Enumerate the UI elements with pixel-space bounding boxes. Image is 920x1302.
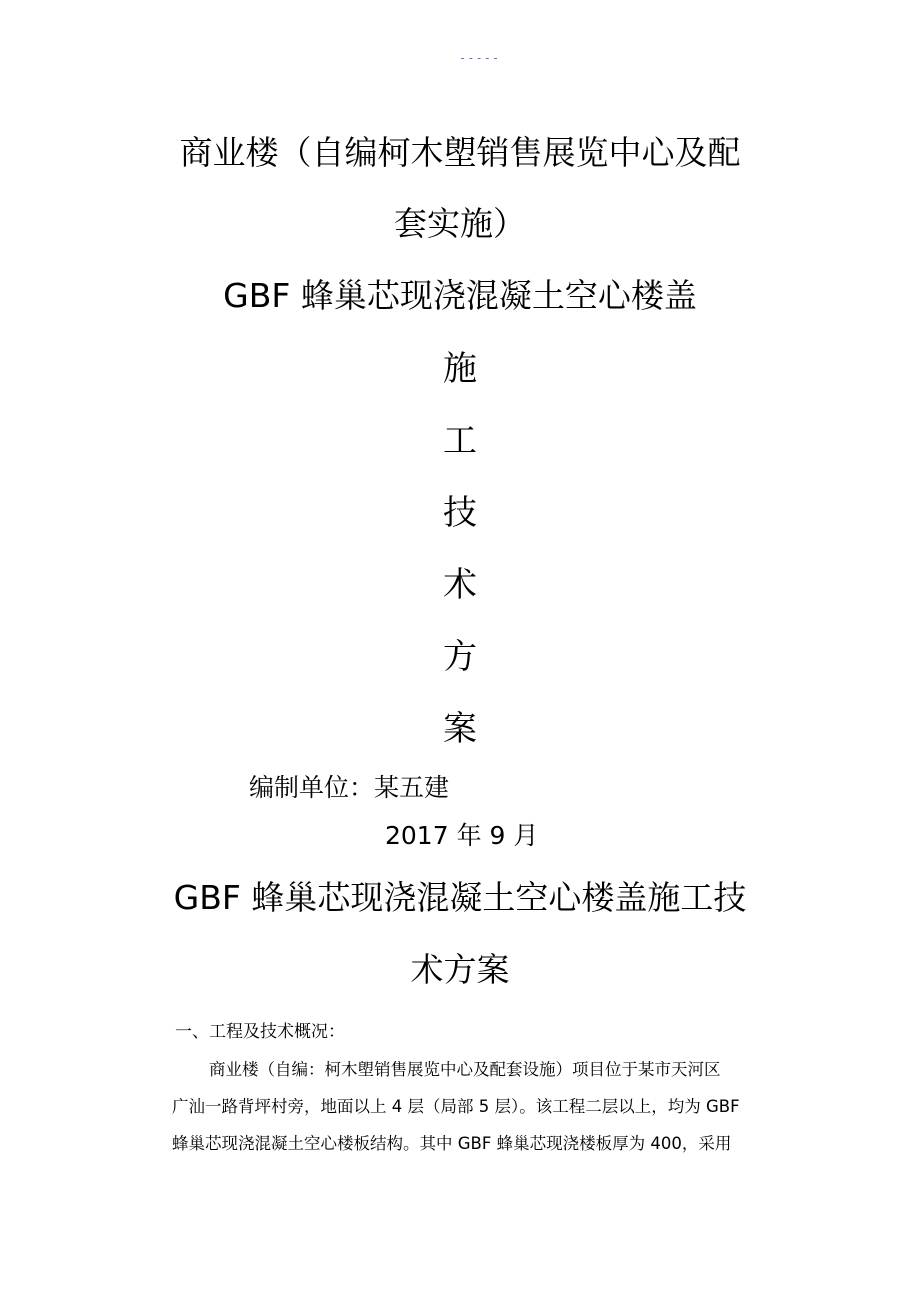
cover-vertical-char: 术 [443, 565, 477, 605]
body-line: 蜂巢芯现浇混凝土空心楼板结构。其中 GBF 蜂巢芯现浇楼板厚为 400，采用 [172, 1134, 732, 1153]
cover-title-line-1: 商业楼（自编柯木塱销售展览中心及配 [179, 133, 741, 172]
document-title-line-1: GBF 蜂巢芯现浇混凝土空心楼盖施工技 [173, 878, 747, 917]
compile-date: 2017 年 9 月 [385, 821, 539, 850]
cover-vertical-char: 方 [443, 637, 477, 677]
body-line: 广汕一路背坪村旁，地面以上 4 层（局部 5 层）。该工程二层以上，均为 GBF [172, 1097, 740, 1116]
section-heading: 一、工程及技术概况： [175, 1022, 345, 1042]
cover-title-line-2: 套实施） [394, 204, 526, 243]
cover-vertical-char: 案 [443, 709, 477, 749]
compiling-unit: 编制单位：某五建 [249, 773, 450, 802]
document-title-line-2: 术方案 [410, 950, 510, 989]
header-mark: ----- [459, 51, 501, 65]
cover-vertical-char: 技 [443, 493, 477, 533]
section-body [172, 1051, 782, 1162]
cover-vertical-char: 工 [443, 421, 477, 461]
cover-vertical-char: 施 [443, 349, 477, 389]
body-line: 商业楼（自编：柯木塱销售展览中心及配套设施）项目位于某市天河区 [209, 1060, 721, 1079]
cover-title-line-3: GBF 蜂巢芯现浇混凝土空心楼盖 [223, 276, 697, 315]
